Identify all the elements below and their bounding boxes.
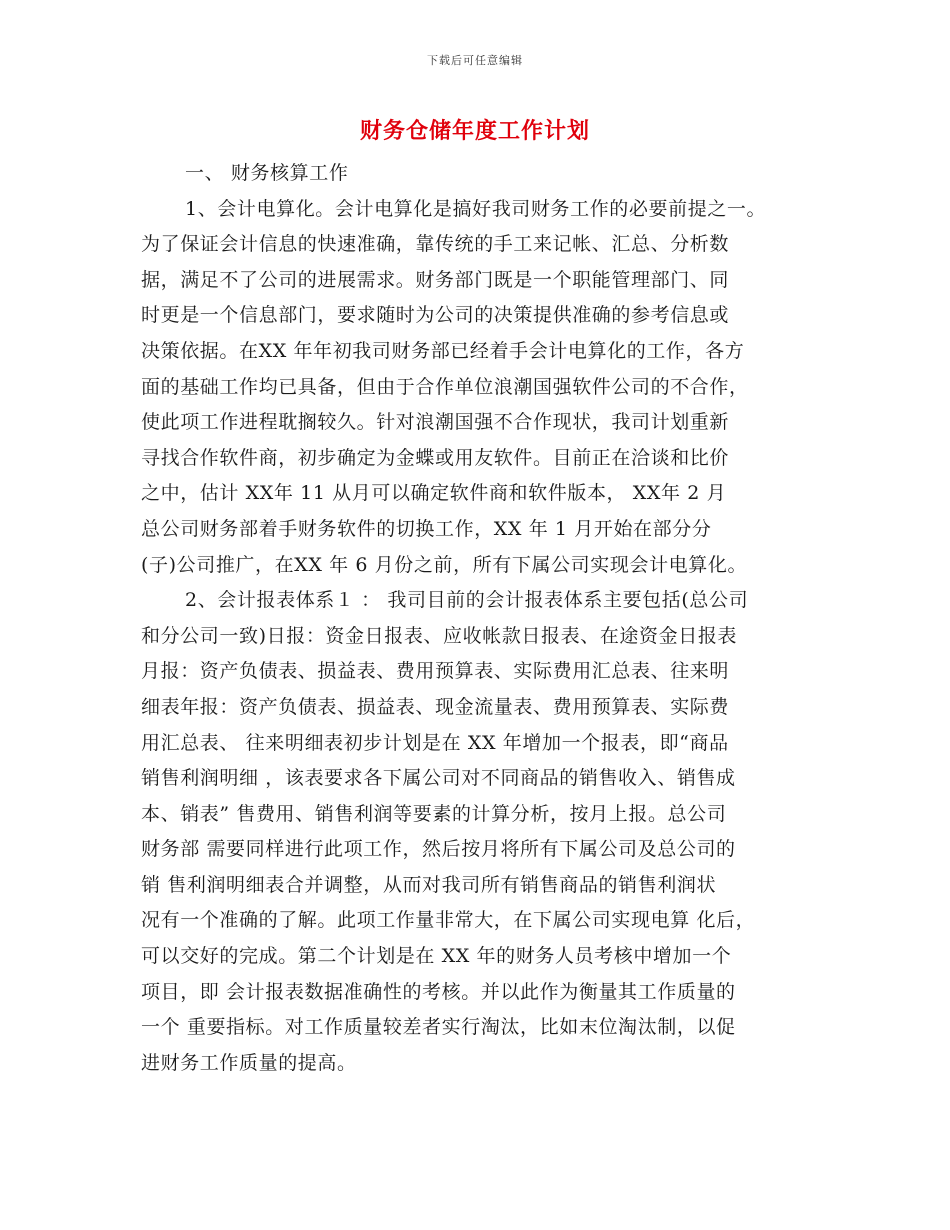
document-body [141, 156, 821, 1081]
body-line: 据，满足不了公司的进展需求。财务部门既是一个职能管理部门、同 [141, 268, 730, 291]
body-line: 月报：资产负债表、损益表、费用预算表、实际费用汇总表、往来明 [141, 660, 730, 683]
body-line: 决策依据。在XX 年年初我司财务部已经着手会计电算化的工作，各方 [141, 339, 745, 362]
body-line: 细表年报：资产负债表、损益表、现金流量表、费用预算表、实际费 [141, 695, 730, 718]
body-line: 财务部 需要同样进行此项工作，然后按月将所有下属公司及总公司的 [141, 838, 736, 861]
body-line: 使此项工作进程耽搁较久。针对浪潮国强不合作现状，我司计划重新 [141, 411, 730, 434]
body-line: 为了保证会计信息的快速准确，靠传统的手工来记帐、汇总、分析数 [141, 233, 730, 256]
body-line: 本、销表” 售费用、销售利润等要素的计算分析，按月上报。总公司 [141, 802, 727, 825]
body-line: 时更是一个信息部门，要求随时为公司的决策提供准确的参考信息或 [141, 304, 730, 327]
body-line: 销售利润明细 ，该表要求各下属公司对不同商品的销售收入、销售成 [141, 767, 736, 790]
body-line: 项目，即 会计报表数据准确性的考核。并以此作为衡量其工作质量的 [141, 980, 736, 1003]
section-heading: 一、 财务核算工作 [185, 162, 349, 184]
body-line: 寻找合作软件商，初步确定为金蝶或用友软件。目前正在洽谈和比价 [141, 446, 730, 469]
body-line: 进财务工作质量的提高。 [141, 1051, 357, 1074]
body-line: 2、会计报表体系１ ： 我司目前的会计报表体系主要包括(总公司 [185, 589, 749, 612]
body-line: 销 售利润明细表合并调整，从而对我司所有销售商品的销售利润状 [141, 873, 717, 896]
body-line: 和分公司一致)日报：资金日报表、应收帐款日报表、在途资金日报表 [141, 624, 738, 647]
body-line: (子)公司推广，在XX 年 6 月份之前，所有下属公司实现会计电算化。 [141, 553, 748, 576]
body-line: 1、会计电算化。会计电算化是搞好我司财务工作的必要前提之一。 [185, 197, 767, 220]
body-line: 可以交好的完成。第二个计划是在 XX 年的财务人员考核中增加一个 [141, 945, 732, 968]
header-note: 下载后可任意编辑 [427, 54, 523, 67]
body-line: 一个 重要指标。对工作质量较差者实行淘汰，比如末位淘汰制，以促 [141, 1016, 736, 1039]
body-line: 用汇总表、 往来明细表初步计划是在 XX 年增加一个报表，即“商品 [141, 731, 729, 754]
body-line: 面的基础工作均已具备，但由于合作单位浪潮国强软件公司的不合作， [141, 375, 749, 398]
body-line: 之中，估计 XX年 11 从月可以确定软件商和软件版本， XX年 2 月 [141, 482, 727, 505]
body-line: 况有一个准确的了解。此项工作量非常大，在下属公司实现电算 化后， [141, 909, 756, 932]
document-title: 财务仓储年度工作计划 [359, 118, 590, 144]
body-line: 总公司财务部着手财务软件的切换工作，XX 年 1 月开始在部分分 [141, 517, 712, 540]
